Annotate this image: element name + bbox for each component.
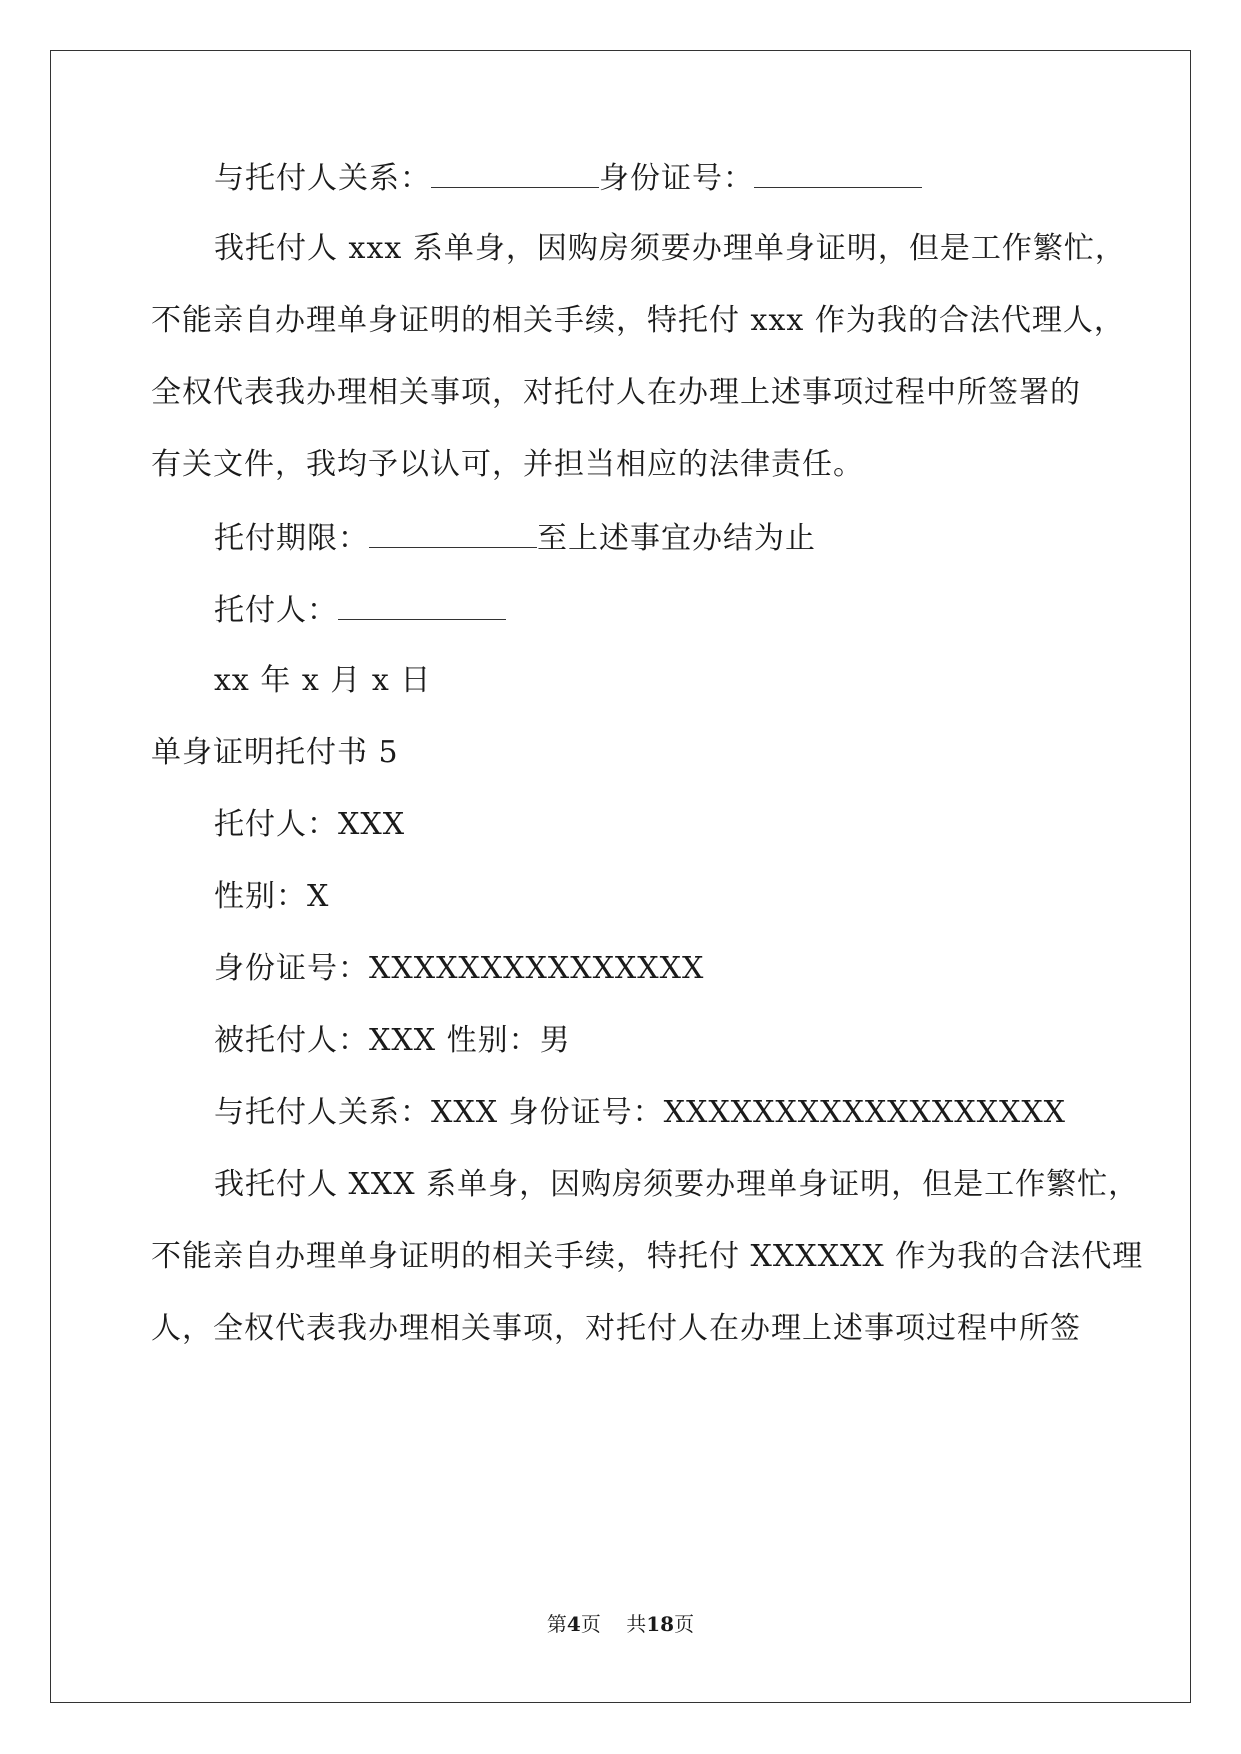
section-heading: 单身证明托付书 5: [151, 735, 399, 770]
id-number-label: 身份证号：: [599, 161, 754, 196]
term-blank: [369, 517, 537, 548]
principal-line: [214, 589, 506, 631]
footer-total-suffix: 页: [674, 1612, 695, 1636]
term-label: 托付期限：: [214, 521, 369, 556]
date-line: xx 年 x 月 x 日: [214, 663, 432, 698]
footer-total-pages: 18: [646, 1612, 675, 1636]
footer-page-suffix: 页: [580, 1612, 601, 1636]
footer-page-number: 4: [566, 1612, 581, 1636]
footer-prefix: 第: [546, 1612, 567, 1636]
paragraph-line: 我托付人 XXX 系单身，因购房须要办理单身证明，但是工作繁忙，: [214, 1167, 1140, 1202]
principal-label: 托付人：: [214, 593, 338, 628]
paragraph-line: 人，全权代表我办理相关事项，对托付人在办理上述事项过程中所签: [151, 1311, 1081, 1346]
id-number-line: 身份证号：XXXXXXXXXXXXXXX: [214, 951, 705, 986]
principal-blank: [338, 589, 506, 620]
relationship-line: 与托付人关系：XXX 身份证号：XXXXXXXXXXXXXXXXXX: [214, 1095, 1067, 1130]
footer-total-prefix: 共: [626, 1612, 647, 1636]
term-line: [214, 517, 816, 559]
page-footer: [0, 1610, 1241, 1638]
relationship-label: 与托付人关系：: [214, 161, 431, 196]
relationship-blank: [431, 157, 599, 188]
paragraph-line: 有关文件，我均予以认可，并担当相应的法律责任。: [151, 447, 864, 482]
gender-line: 性别：X: [214, 879, 330, 914]
relationship-id-line: [214, 157, 922, 199]
agent-line: 被托付人：XXX 性别：男: [214, 1023, 571, 1058]
term-suffix: 至上述事宜办结为止: [537, 521, 816, 556]
principal-name-line: 托付人：XXX: [214, 807, 406, 842]
paragraph-line: 不能亲自办理单身证明的相关手续，特托付 XXXXXX 作为我的合法代理: [151, 1239, 1144, 1274]
paragraph-line: 我托付人 xxx 系单身，因购房须要办理单身证明，但是工作繁忙，: [214, 231, 1126, 266]
id-number-blank: [754, 157, 922, 188]
paragraph-line: 不能亲自办理单身证明的相关手续，特托付 xxx 作为我的合法代理人，: [151, 303, 1125, 338]
paragraph-line: 全权代表我办理相关事项，对托付人在办理上述事项过程中所签署的: [151, 375, 1081, 410]
